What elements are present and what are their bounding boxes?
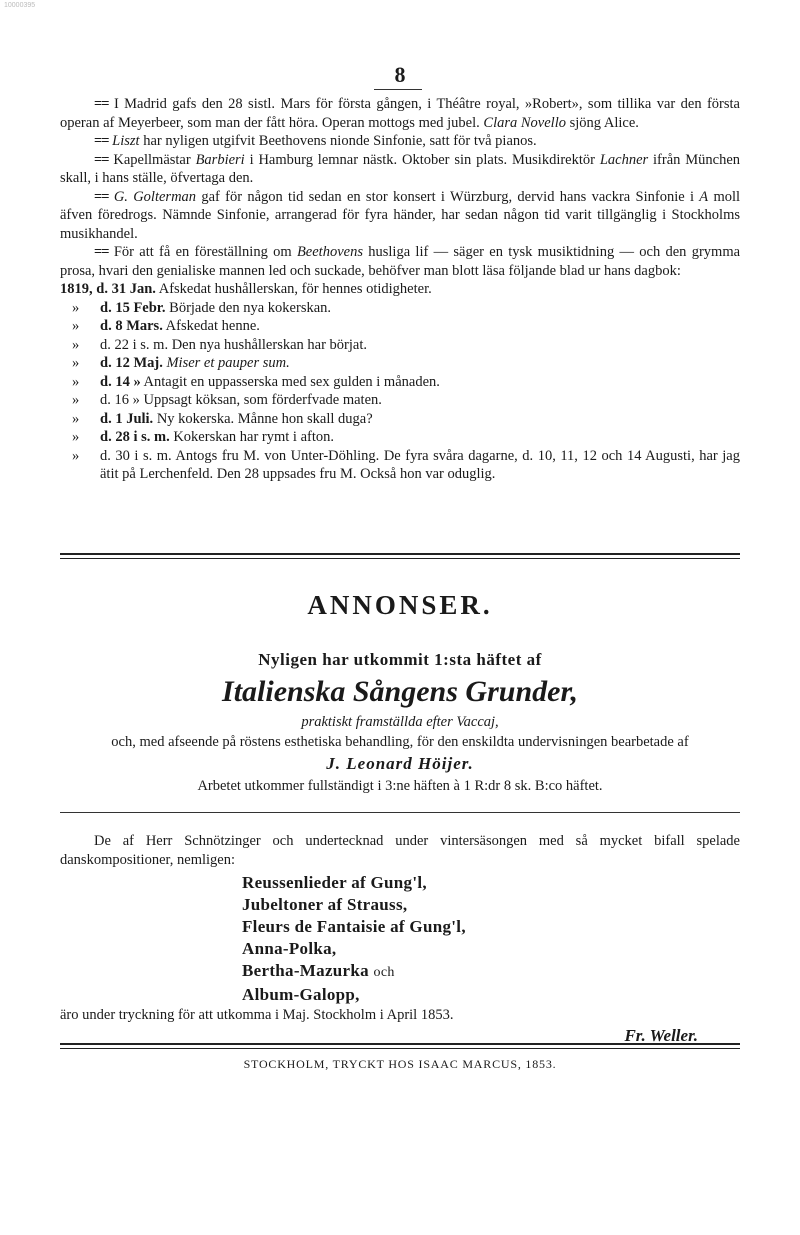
ad2-outro: äro under tryckning för att utkomma i Maj. Stockholm i April 1853.	[60, 1007, 454, 1023]
footer-divider	[60, 1043, 740, 1049]
eq-mark: ==	[94, 96, 109, 112]
och-word: och	[373, 965, 395, 980]
work-item: Fleurs de Fantaisie af Gung'l,	[242, 917, 466, 936]
works-list	[60, 872, 740, 1006]
page-number: 8	[394, 62, 406, 87]
eq-mark: ==	[94, 244, 109, 260]
diary-entry: » d. 12 Maj. Miser et pauper sum.	[72, 355, 290, 371]
diary-list	[60, 280, 740, 484]
printer-imprint: STOCKHOLM, TRYCKT HOS ISAAC MARCUS, 1853.	[243, 1057, 557, 1071]
advertisement-singing	[60, 650, 740, 796]
ad-conditions: Arbetet utkommer fullständigt i 3:ne häften à 1 R:dr 8 sk. B:co häftet.	[197, 778, 603, 794]
ad-title: Italienska Sångens Grunder,	[222, 675, 578, 708]
page-number-rule	[374, 89, 422, 90]
diary-entry: 1819, d. 31 Jan. Afskedat hushållerskan, för hennes otidigheter.	[60, 281, 432, 297]
work-item: Anna-Polka,	[242, 939, 337, 958]
diary-entry: » d. 28 i s. m. Kokerskan har rymt i afton.	[72, 429, 334, 445]
diary-entry: » d. 16 » Uppsagt köksan, som förderfvade maten.	[72, 392, 382, 408]
ad-divider	[60, 812, 740, 813]
ditto-mark: »	[72, 410, 80, 427]
work-item: Reussenlieder af Gung'l,	[242, 873, 427, 892]
eq-mark: ==	[94, 188, 109, 205]
work-item: Jubeltoner af Strauss,	[242, 895, 408, 914]
annonser-heading: ANNONSER.	[307, 590, 493, 620]
work-item: Album-Galopp,	[242, 985, 360, 1004]
diary-entry: » d. 30 i s. m. Antogs fru M. von Unter-Döhling. De fyra svåra dagarne, d. 10, 11, 12 och 14 Augusti, har jag ätit på Lerchenfeld. Den 28 uppsades fru M. Också hon var oduglig.	[72, 447, 740, 482]
news-item-liszt: == Liszt har nyligen utgifvit Beethovens nionde Sinfonie, satt för två pianos.	[94, 133, 537, 149]
ad-body: och, med afseende på röstens esthetiska behandling, för den enskildta undervisningen bearbetade af	[111, 734, 689, 750]
ditto-mark: »	[72, 429, 80, 445]
ad-headline: Nyligen har utkommit 1:sta häftet af	[258, 650, 542, 669]
ad-subtitle: praktiskt framställda efter Vaccaj,	[301, 714, 499, 730]
signature: Fr. Weller.	[624, 1025, 698, 1045]
ditto-mark: »	[72, 447, 80, 464]
advertisement-dances	[60, 832, 740, 1045]
diary-entry: » d. 15 Febr. Började den nya kokerskan.	[72, 299, 332, 316]
diary-entry: » d. 14 » Antagit en uppasserska med sex gulden i månaden.	[72, 373, 440, 390]
scan-id: 10000395	[4, 2, 36, 9]
news-item-golterman: == G. Golterman gaf för någon tid sedan en stor konsert i Würzburg, dervid hans vackra Sinfonie i A moll äfven föredrogs. Nämnde Sinfonie, arrangerad för fyra händer, har sedan någon tid varit tillgänglig i Stockholms musikhandel.	[60, 188, 741, 242]
news-item-beethoven: == För att få en föreställning om Beethovens husliga lif — säger en tysk musiktidning — och den grymma prosa, hvari den genialiske mannen led och suckade, behöfver man blott läsa följande blad ur hans dagbok:	[60, 244, 741, 279]
ditto-mark: »	[72, 299, 80, 316]
section-divider	[60, 553, 740, 559]
eq-mark: ==	[94, 151, 109, 168]
ditto-mark: »	[72, 336, 80, 353]
ad2-intro: De af Herr Schnötzinger och undertecknad under vintersäsongen med så mycket bifall spelade danskompositioner, nemligen:	[60, 833, 740, 868]
news-section	[60, 95, 740, 484]
ad-author: J. Leonard Höijer.	[326, 754, 474, 773]
diary-entry: » d. 8 Mars. Afskedat henne.	[72, 318, 260, 334]
ditto-mark: »	[72, 318, 80, 334]
ditto-mark: »	[72, 355, 80, 371]
work-item: Bertha-Mazurka och	[242, 961, 395, 980]
news-item-madrid: == I Madrid gafs den 28 sistl. Mars för första gången, i Théâtre royal, »Robert», som tillika var den första operan af Meyerbeer, som man der fått höra. Operan mottogs med jubel. Clara Novello sjöng Alice.	[60, 96, 740, 131]
diary-entry: » d. 22 i s. m. Den nya hushållerskan har börjat.	[72, 336, 367, 353]
news-item-barbieri: == Kapellmästar Barbieri i Hamburg lemnar nästk. Oktober sin plats. Musikdirektör Lachner ifrån München skall, i hans ställe, öfvertaga den.	[60, 151, 741, 186]
ditto-mark: »	[72, 373, 80, 390]
eq-mark: ==	[94, 133, 109, 149]
ditto-mark: »	[72, 392, 80, 408]
diary-entry: » d. 1 Juli. Ny kokerska. Månne hon skall duga?	[72, 410, 373, 427]
